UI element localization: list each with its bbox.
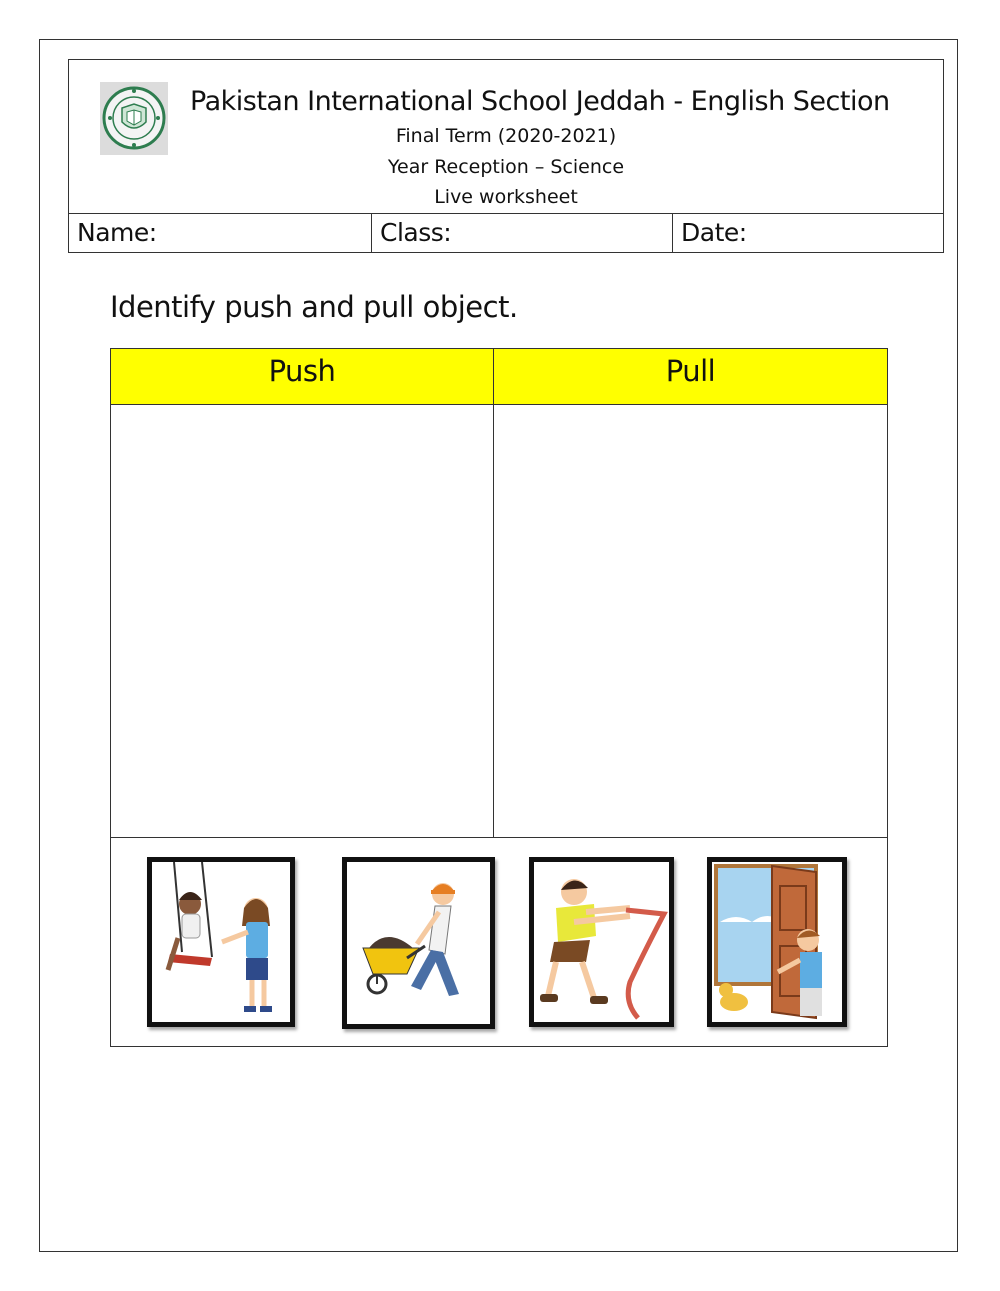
man-pushing-wheelbarrow-icon xyxy=(347,862,490,1024)
school-crest-icon xyxy=(100,82,168,155)
student-info-row xyxy=(68,213,944,253)
subject-title: Year Reception – Science xyxy=(387,156,625,178)
pull-drop-zone[interactable] xyxy=(494,405,887,837)
class-label: Class: xyxy=(380,218,452,247)
picture-card[interactable] xyxy=(707,857,847,1027)
picture-card[interactable] xyxy=(529,857,674,1027)
push-column-header: Push xyxy=(111,349,494,405)
push-drop-zone[interactable] xyxy=(111,405,494,837)
boy-pulling-rope-icon xyxy=(534,862,669,1022)
boy-pulling-door-icon xyxy=(712,862,842,1022)
picture-card[interactable] xyxy=(147,857,295,1027)
sorting-table xyxy=(110,348,888,1047)
girl-pushing-swing-icon xyxy=(152,862,290,1022)
name-field[interactable] xyxy=(69,214,372,252)
name-label: Name: xyxy=(77,218,157,247)
date-label: Date: xyxy=(681,218,747,247)
class-field[interactable] xyxy=(372,214,673,252)
picture-bank xyxy=(111,837,887,1046)
instruction-text: Identify push and pull object. xyxy=(110,290,518,324)
date-field[interactable] xyxy=(673,214,943,252)
term-title: Final Term (2020-2021) xyxy=(395,125,617,147)
pull-column-header: Pull xyxy=(494,349,887,405)
worksheet-type: Live worksheet xyxy=(434,186,578,208)
school-name: Pakistan International School Jeddah - English Section xyxy=(190,86,890,117)
picture-card[interactable] xyxy=(342,857,495,1029)
